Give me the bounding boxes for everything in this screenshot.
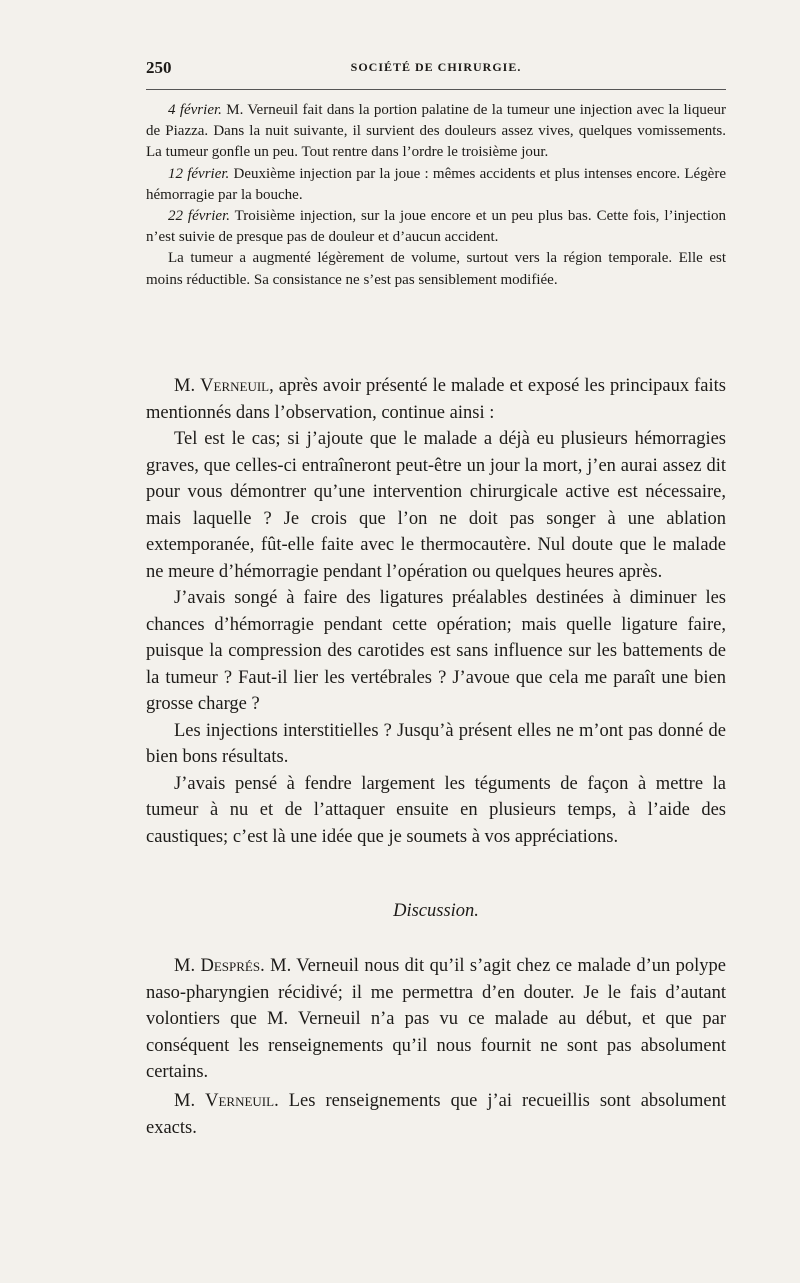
observation-date: 4 février.	[168, 102, 222, 118]
speaker-prefix: M.	[174, 376, 201, 396]
paragraph-text: , après avoir présenté le malade et exposé les principaux faits mentionnés dans l’observation, continue ainsi :	[146, 376, 726, 423]
header-rule	[146, 89, 726, 90]
page-number: 250	[146, 58, 172, 77]
observation-text: Deuxième injection par la joue : mêmes accidents et plus intenses encore. Légère hémorragie par la bouche.	[146, 165, 726, 203]
observation-text: La tumeur a augmenté légèrement de volume, surtout vers la région temporale. Elle est moins réductible. Sa consistance ne s’est pas sensiblement modifiée.	[146, 250, 726, 288]
observation-date: 12 février.	[168, 165, 230, 182]
body-paragraph: J’avais pensé à fendre largement les téguments de façon à mettre la tumeur à nu et de l’attaquer ensuite en plusieurs temps, à l’aide des caustiques; c’est là une idée que je soumets à vos appréciations.	[146, 773, 726, 847]
observation-paragraph	[146, 164, 726, 206]
observation-text: M. Verneuil fait dans la portion palatine de la tumeur une injection avec la liqueur de Piazza. Dans la nuit suivante, il survient des douleurs assez vives, quelques vomissements. La tumeur gonfle un peu. Tout rentre dans l’ordre le troisième jour.	[146, 102, 726, 161]
body-paragraph: Les injections interstitielles ? Jusqu’à présent elles ne m’ont pas donné de bien bons résultats.	[146, 720, 726, 767]
paragraph-text: . M. Verneuil nous dit qu’il s’agit chez ce malade d’un polype naso-pharyngien récidivé; il me permettra d’en douter. Je le fais d’autant volontiers que M. Verneuil n’a pas vu ce malade au début, et que par conséquent les renseignements qu’il nous fournit ne sont pas absolument certains.	[146, 956, 727, 1082]
speaker-prefix: M.	[174, 1091, 206, 1111]
discussion-paragraph	[146, 953, 726, 1086]
discussion-heading: Discussion.	[393, 901, 479, 921]
speaker-name: Verneuil	[200, 376, 270, 396]
page-header	[146, 58, 726, 82]
running-title: SOCIÉTÉ DE CHIRURGIE.	[350, 60, 522, 74]
body-paragraph: J’avais songé à faire des ligatures préalables destinées à diminuer les chances d’hémorragie pendant cette opération; mais quelle ligature faire, puisque la compression des carotides est sans influence sur les battements de la tumeur ? Faut-il lier les vertébrales ? J’avoue que cela me paraît une bien grosse charge ?	[146, 588, 726, 714]
speaker-prefix: M.	[174, 956, 201, 976]
observation-date: 22 février.	[168, 208, 230, 225]
observation-paragraph	[146, 100, 726, 164]
speaker-name: Després	[200, 956, 261, 976]
paragraph-text: . Les renseignements que j’ai recueillis sont absolument exacts.	[146, 1091, 726, 1138]
body-paragraph: Tel est le cas; si j’ajoute que le malade a déjà eu plusieurs hémorragies graves, que celles-ci entraîneront peut-être un jour la mort, j’en aurai assez dit pour vous démontrer qu’une intervention chirurgicale active est nécessaire, mais laquelle ? Je crois que l’on ne doit pas songer à une ablation extemporanée, fût-elle faite avec le thermocautère. Nul doute que le malade ne meure d’hémorragie pendant l’opération ou quelques heures après.	[146, 429, 726, 582]
observation-paragraph	[146, 248, 726, 290]
speaker-paragraph	[146, 1088, 726, 1141]
main-text	[146, 373, 726, 850]
speaker-paragraph	[146, 373, 726, 426]
speaker-paragraph	[146, 953, 726, 1086]
observation-block	[146, 100, 726, 291]
observation-text: Troisième injection, sur la joue encore et un peu plus bas. Cette fois, l’injection n’est suivie de presque pas de douleur et d’aucun accident.	[146, 208, 726, 246]
observation-paragraph	[146, 206, 726, 248]
discussion-paragraph	[146, 1088, 726, 1141]
speaker-name: Verneuil	[205, 1091, 275, 1111]
